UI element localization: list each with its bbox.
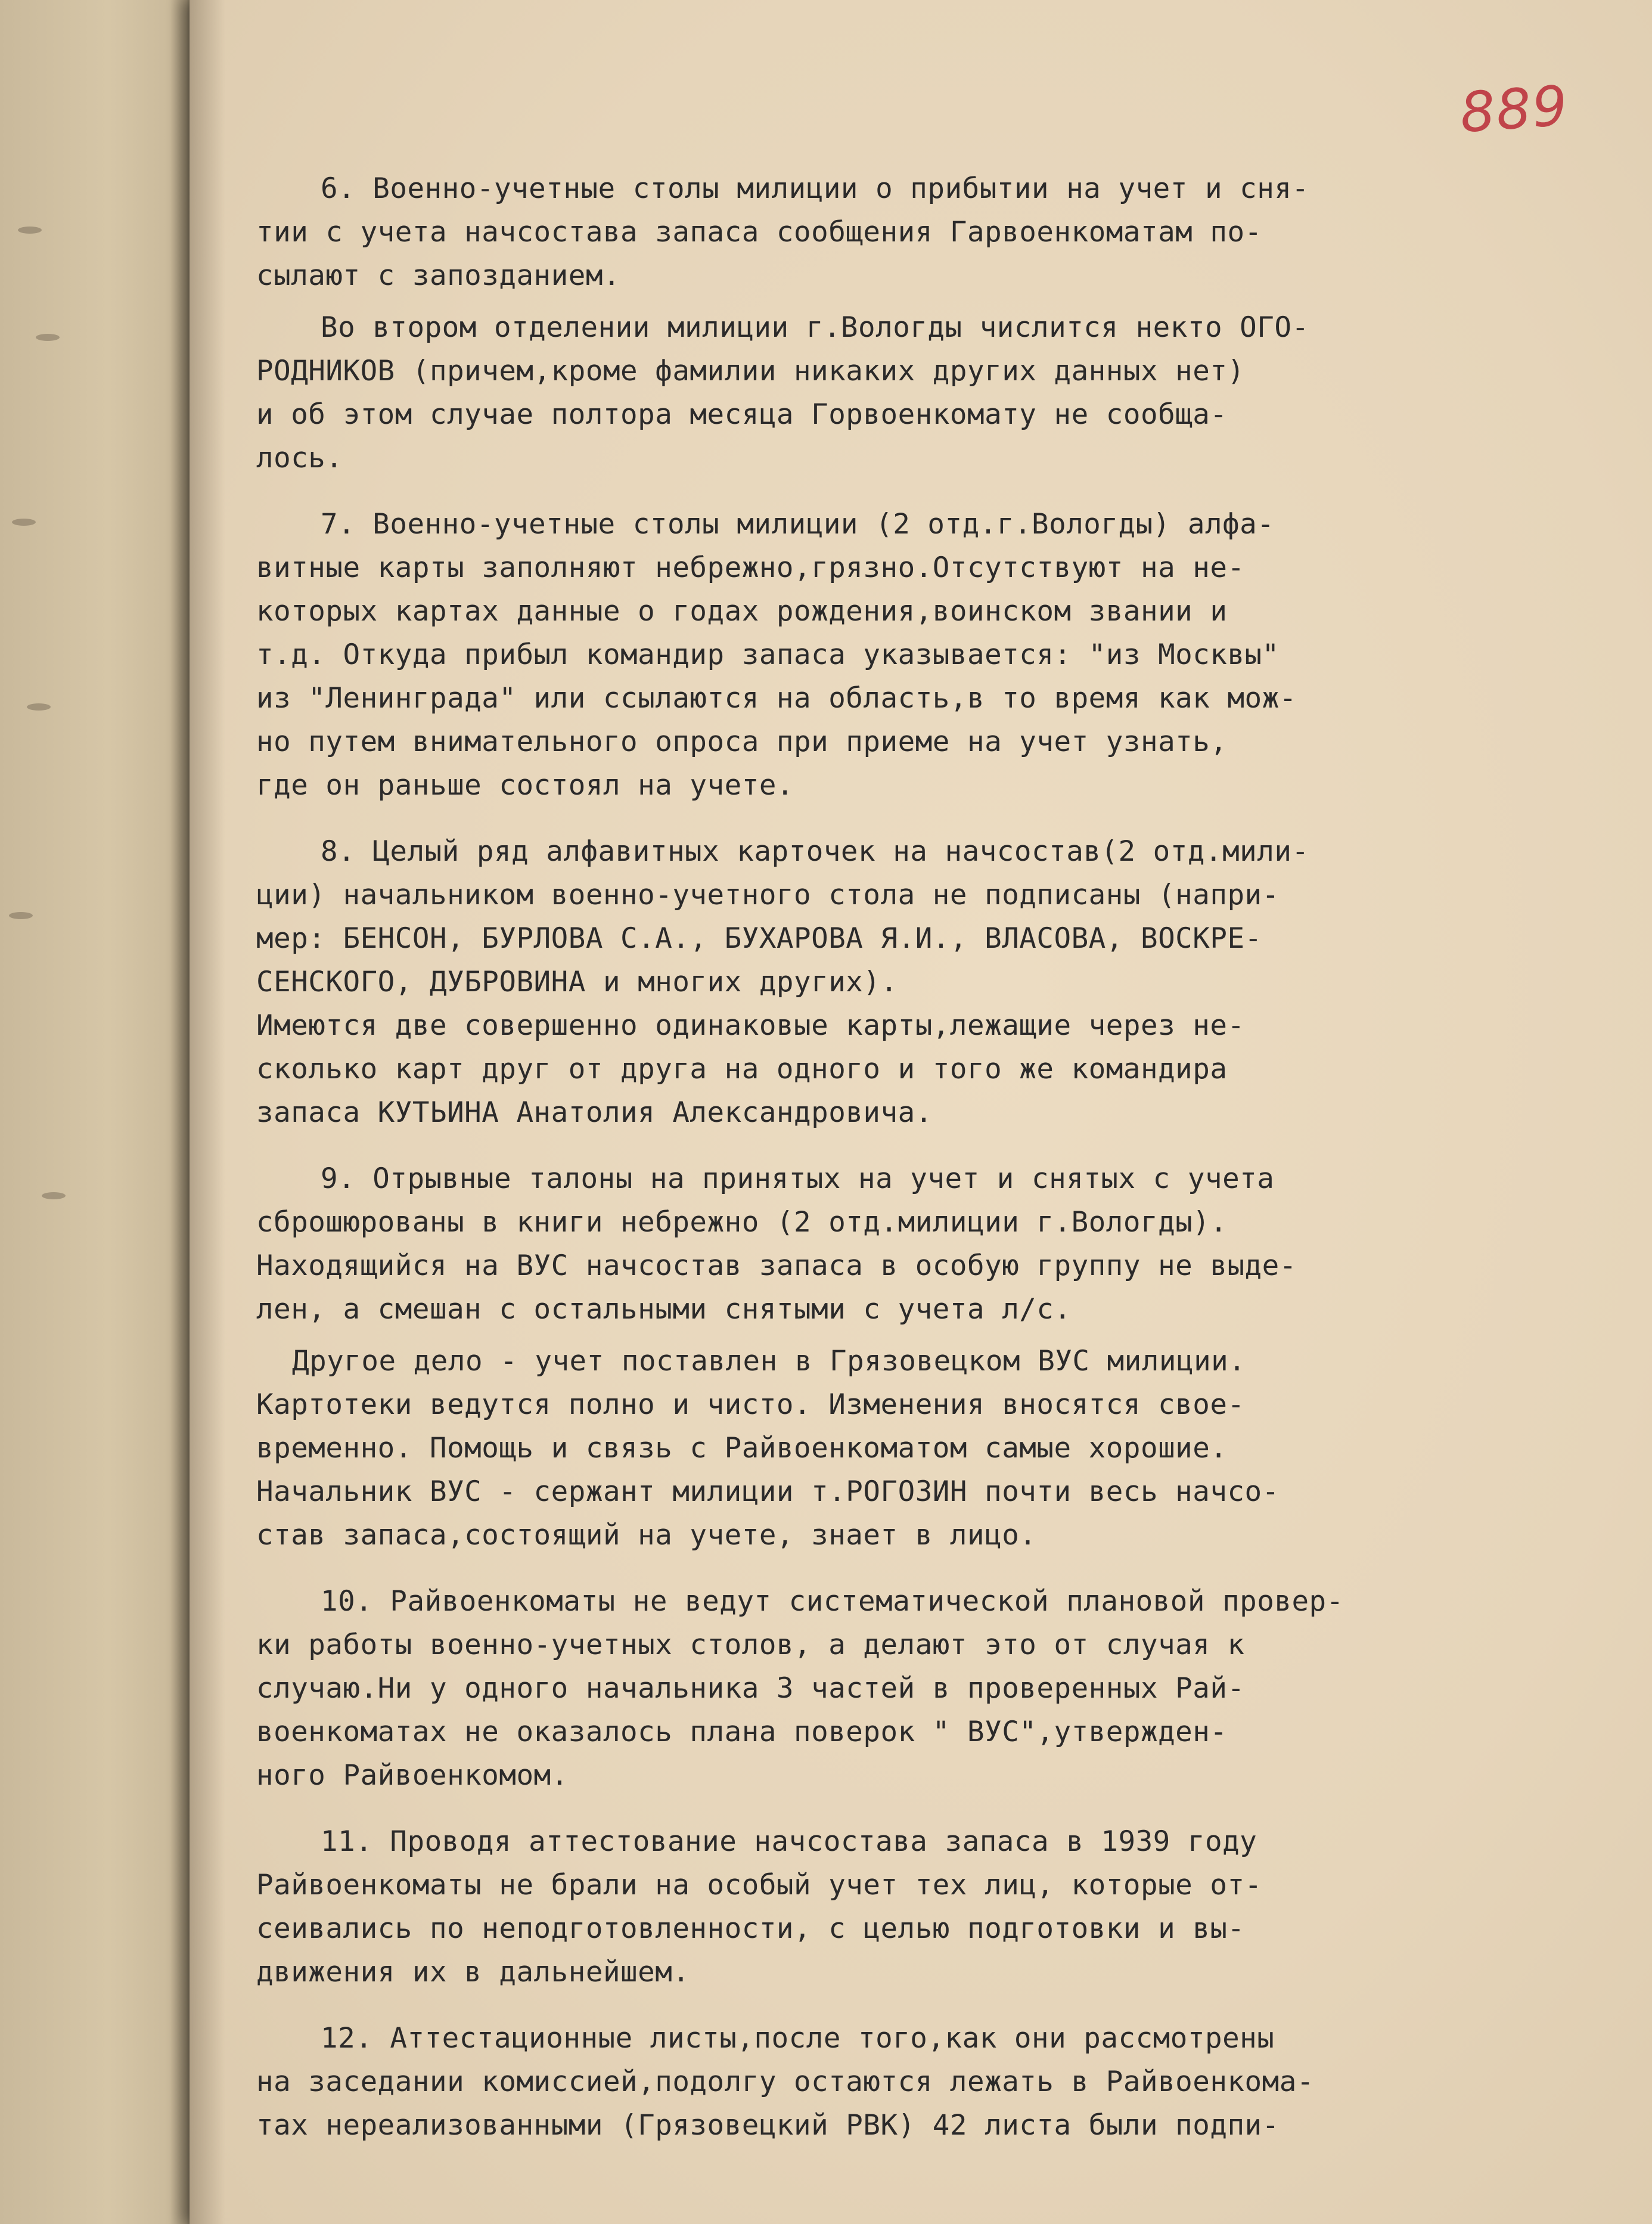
text-line: и об этом случае полтора месяца Горвоенкомату не сообща- [256, 398, 1228, 431]
text-line: сколько карт друг от друга на одного и того же командира [256, 1053, 1228, 1085]
text-line: случаю.Ни у одного начальника 3 частей в проверенных Рай- [256, 1672, 1245, 1705]
text-line: лен, а смешан с остальными снятыми с учета л/с. [256, 1293, 1072, 1326]
text-line: 11. Проводя аттестование начсостава запаса в 1939 году [321, 1825, 1257, 1858]
text-line: из "Ленинграда" или ссылаются на область,в то время как мож- [256, 682, 1297, 715]
text-line: Во втором отделении милиции г.Вологды числится некто ОГО- [321, 311, 1309, 344]
text-line: но путем внимательного опроса при приеме на учет узнать, [256, 725, 1228, 758]
text-line: где он раньше состоял на учете. [256, 769, 794, 802]
text-line: запаса КУТЬИНА Анатолия Александровича. [256, 1096, 933, 1129]
text-line: военкоматах не оказалось плана поверок " ВУС",утвержден- [256, 1716, 1228, 1748]
text-line: тах нереализованными (Грязовецкий РВК) 42 листа были подпи- [256, 2109, 1280, 2142]
text-line: ного Райвоенкомом. [256, 1759, 569, 1792]
text-line: Другое дело - учет поставлен в Грязовецком ВУС милиции. [292, 1345, 1246, 1378]
text-line: Райвоенкоматы не брали на особый учет тех лиц, которые от- [256, 1869, 1262, 1902]
text-line: ки работы военно-учетных столов, а делают это от случая к [256, 1629, 1245, 1661]
ink-smudge [18, 227, 42, 234]
text-line: Имеются две совершенно одинаковые карты,лежащие через не- [256, 1009, 1245, 1042]
text-line: Картотеки ведутся полно и чисто. Изменения вносятся свое- [256, 1388, 1245, 1421]
text-line: 12. Аттестационные листы,после того,как они рассмотрены [321, 2022, 1275, 2055]
text-line: РОДНИКОВ (причем,кроме фамилии никаких других данных нет) [256, 355, 1245, 387]
text-line: витные карты заполняют небрежно,грязно.Отсутствуют на не- [256, 551, 1245, 584]
paragraph-7 [256, 503, 1502, 807]
previous-page-edge [0, 0, 197, 2224]
typed-text-body [256, 167, 1502, 2147]
paragraph-9 [256, 1157, 1502, 1331]
ink-smudge [9, 912, 33, 919]
text-line: 10. Райвоенкоматы не ведут систематической плановой провер- [321, 1585, 1344, 1618]
text-line: которых картах данные о годах рождения,воинском звании и [256, 595, 1228, 628]
paragraph-6-continued [256, 306, 1502, 480]
ink-smudge [12, 519, 36, 526]
paragraph-8 [256, 830, 1502, 1134]
text-line: Начальник ВУС - сержант милиции т.РОГОЗИН почти весь начсо- [256, 1475, 1280, 1508]
text-line: СЕНСКОГО, ДУБРОВИНА и многих других). [256, 966, 898, 998]
paragraph-6 [256, 167, 1502, 297]
text-line: лось. [256, 442, 343, 474]
paragraph-11 [256, 1820, 1502, 1994]
text-line: 9. Отрывные талоны на принятых на учет и снятых с учета [321, 1162, 1275, 1195]
paragraph-9-continued [256, 1339, 1502, 1557]
text-line: сеивались по неподготовленности, с целью подготовки и вы- [256, 1912, 1245, 1945]
text-line: став запаса,состоящий на учете, знает в лицо. [256, 1519, 1037, 1552]
text-line: 7. Военно-учетные столы милиции (2 отд.г.Вологды) алфа- [321, 508, 1275, 541]
text-line: сылают с запозданием. [256, 259, 621, 292]
text-line: 8. Целый ряд алфавитных карточек на начсостав(2 отд.мили- [321, 835, 1309, 868]
text-line: сброшюрованы в книги небрежно (2 отд.милиции г.Вологды). [256, 1206, 1228, 1239]
text-line: движения их в дальнейшем. [256, 1956, 690, 1989]
ink-smudge [27, 703, 51, 711]
paragraph-10 [256, 1580, 1502, 1797]
page-inner-shadow [190, 0, 225, 2224]
folio-number: 889 [1458, 73, 1571, 145]
text-line: тии с учета начсостава запаса сообщения Гарвоенкоматам по- [256, 216, 1262, 249]
text-line: т.д. Откуда прибыл командир запаса указывается: "из Москвы" [256, 638, 1280, 671]
text-line: 6. Военно-учетные столы милиции о прибытии на учет и сня- [321, 172, 1309, 205]
text-line: ции) начальником военно-учетного стола не подписаны (напри- [256, 879, 1280, 911]
text-line: Находящийся на ВУС начсостав запаса в особую группу не выде- [256, 1249, 1297, 1282]
text-line: мер: БЕНСОН, БУРЛОВА С.А., БУХАРОВА Я.И., ВЛАСОВА, ВОСКРЕ- [256, 922, 1262, 955]
ink-smudge [36, 334, 60, 341]
text-line: на заседании комиссией,подолгу остаются лежать в Райвоенкома- [256, 2065, 1314, 2098]
ink-smudge [42, 1192, 66, 1199]
paragraph-12 [256, 2017, 1502, 2147]
text-line: временно. Помощь и связь с Райвоенкоматом самые хорошие. [256, 1432, 1228, 1465]
